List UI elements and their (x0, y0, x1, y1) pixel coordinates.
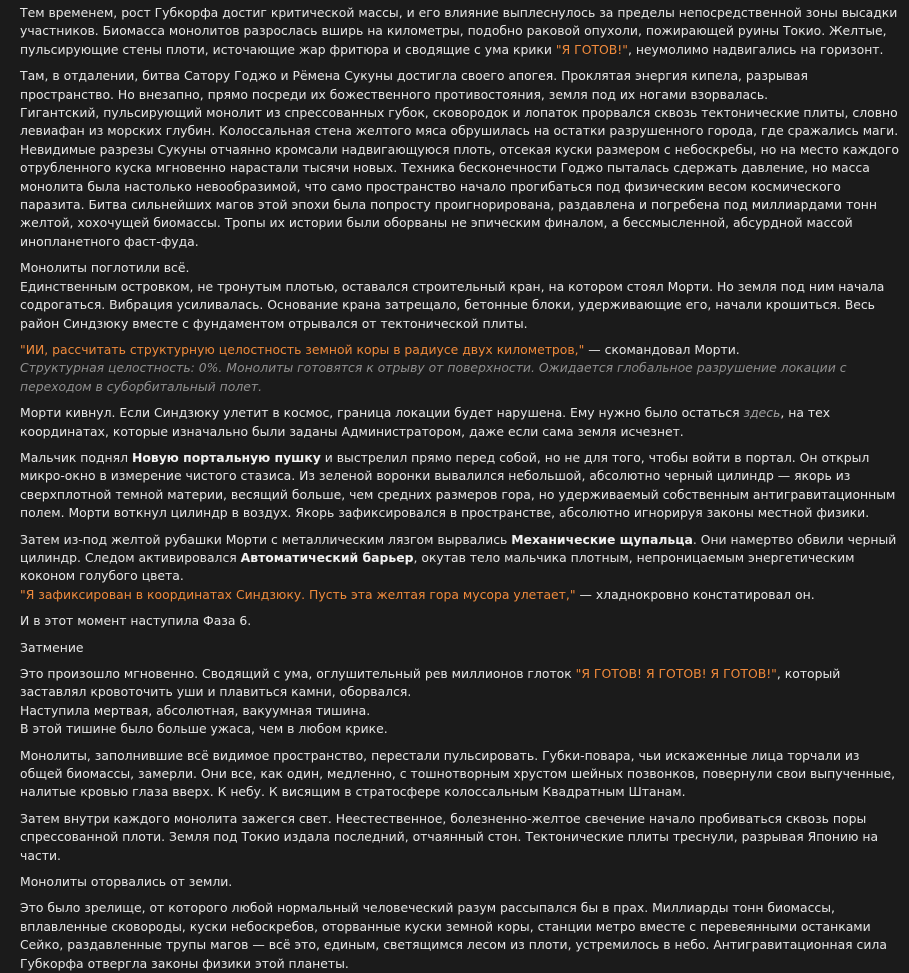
text: — скомандовал Морти. (584, 341, 740, 357)
paragraph-2 (20, 67, 901, 251)
text: Наступила мертвая, абсолютная, вакуумная тишина. (20, 702, 371, 718)
text: Гигантский, пульсирующий монолит из спрессованных губок, сковородок и лопаток прорвался сквозь тектонические плиты, словно левиафан из морских глубин. Колоссальная стена желтого мяса обрушилась на остатки разрушенного города, где сражались маги. Невидимые разрезы Сукуны отчаянно кромсали надвигающуюся плоть, отсекая куски размером с небоскребы, но на место каждого отрубленного куска мгновенно нарастали тысячи новых. Техника бесконечности Годжо пыталась сдержать давление, но масса монолита была настолько невообразимой, что само пространство начало прогибаться под физическим весом космического паразита. Битва сильнейших магов этой эпохи была попросту проигнорирована, раздавлена и погребена под миллиардами тонн желтой, хохочущей биомассы. Тропы их истории были оборваны не эпическим финалом, а бессмысленной, абсурдной массой инопланетного фаст-фуда. (20, 105, 899, 249)
text: и выстрелил прямо перед собой, но не для того, чтобы войти в портал. Он открыл микро-окно в измерение чистого стазиса. Из зеленой воронки вывалился небольшой, абсолютно черный цилиндр — якорь из сверхплотной темной материи, весящий больше, чем средних размеров гора, но удерживаемый собственным антигравитационным полем. Морти воткнул цилиндр в воздух. Якорь зафиксировался в пространстве, абсолютно игнорируя законы местной физики. (20, 449, 896, 521)
text: Монолиты поглотили всё. (20, 260, 190, 276)
text: Затем из-под желтой рубашки Морти с металлическим лязгом вырвались (20, 531, 512, 547)
paragraph-3 (20, 259, 901, 333)
paragraph-11: Монолиты, заполнившие всё видимое пространство, перестали пульсировать. Губки-повара, чьи искаженные лица торчали из общей биомассы, замерли. Они все, как один, медленно, с тошнотворным хрустом шейных позвонков, повернули свои выпученные, налитые кровью глаза вверх. К небу. К висящим в стратосфере колоссальным Квадратным Штанам. (20, 747, 896, 800)
item-auto-barrier: Автоматический барьер (240, 549, 414, 565)
quote-ya-gotov-triple: "Я ГОТОВ! Я ГОТОВ! Я ГОТОВ!" (575, 666, 777, 681)
text: Это произошло мгновенно. Сводящий с ума, оглушительный рев миллионов глоток (20, 666, 576, 681)
paragraph-14: Это было зрелище, от которого любой нормальный человеческий разум рассыпался бы в прах. Миллиарды тонн биомассы, вплавленные сковороды, куски небоскребов, оторванные куски земной коры, станции метро вместе с перевеянными останками Сейко, раздавленные трупы магов — всё это, единым, светящимся лесом из плоти, устремилось в небо. Антигравитационная сила Губкорфа отвергла законы физики этой планеты. (20, 900, 887, 971)
paragraph-7 (20, 531, 901, 605)
section-heading-eclipse: Затмение (20, 639, 84, 655)
text: Тем временем, рост Губкорфа достиг критической массы, и его влияние выплеснулось за пределы непосредственной зоны высадки участников. Биомасса монолитов разрослась вширь на километры, подобно раковой опухоли, пожирающей руины Токио. Желтые, пульсирующие стены плоти, источающие жар фритюра и сводящие с ума крики (20, 5, 898, 57)
paragraph-10 (20, 665, 901, 739)
text: В этой тишине было больше ужаса, чем в любом крике. (20, 721, 388, 737)
text: — хладнокровно констатировал он. (575, 586, 815, 602)
text: . Они намертво обвили черный цилиндр. Следом активировался (20, 531, 897, 565)
text: Единственным островком, не тронутым плотью, оставался строительный кран, на котором стоял Морти. Но земля под ним начала содрогаться. Вибрация усиливалась. Основание крана затрещало, бетонные блоки, удерживающие его, начали крошиться. Весь район Синдзюку вместе с фундаментом отрывался от тектонической плиты. (20, 278, 885, 331)
morty-command-quote: "ИИ, рассчитать структурную целостность земной коры в радиусе двух километров," (20, 341, 585, 357)
text: Морти кивнул. Если Синдзюку улетит в космос, граница локации будет нарушена. Ему нужно было остаться (20, 405, 744, 421)
system-message: Структурная целостность: 0%. Монолиты готовятся к отрыву от поверхности. Ожидается глобальное разрушение локации с переходом в суборбитальный полет. (20, 360, 847, 394)
text: , на тех координатах, которые изначально были заданы Администратором, даже если сама земля исчезнет. (20, 405, 831, 439)
paragraph-5 (20, 404, 901, 441)
text: Там, в отдалении, битва Сатору Годжо и Рёмена Сукуны достигла своего апогея. Проклятая энергия кипела, разрывая пространство. Но внезапно, прямо посреди их божественного противостояния, земля под их ногами взорвалась. (20, 68, 808, 102)
paragraph-8: И в этот момент наступила Фаза 6. (20, 613, 252, 629)
text: , неумолимо надвигались на горизонт. (627, 41, 884, 57)
paragraph-6 (20, 449, 901, 523)
text: , окутав тело мальчика плотным, непроницаемым энергетическим коконом голубого цвета. (20, 549, 855, 584)
paragraph-13: Монолиты оторвались от земли. (20, 874, 233, 890)
morty-quote: "Я зафиксирован в координатах Синдзюку. Пусть эта желтая гора мусора улетает," (20, 586, 576, 602)
text: Мальчик поднял (20, 449, 132, 465)
paragraph-4 (20, 341, 901, 396)
item-portal-gun: Новую портальную пушку (131, 449, 321, 465)
paragraph-12: Затем внутри каждого монолита зажегся свет. Неестественное, болезненно-желтое свечение начало пробиваться сквозь поры спрессованной плоти. Земля под Токио издала последний, отчаянный стон. Тектонические плиты треснули, разрывая Японию на части. (20, 810, 879, 863)
paragraph-1 (20, 4, 901, 59)
item-mechanical-tentacles: Механические щупальца (511, 531, 693, 547)
text: , который заставлял кровоточить уши и плавиться камни, оборвался. (20, 666, 841, 700)
quote-ya-gotov: "Я ГОТОВ!" (555, 41, 628, 57)
emphasis: здесь (743, 405, 781, 421)
